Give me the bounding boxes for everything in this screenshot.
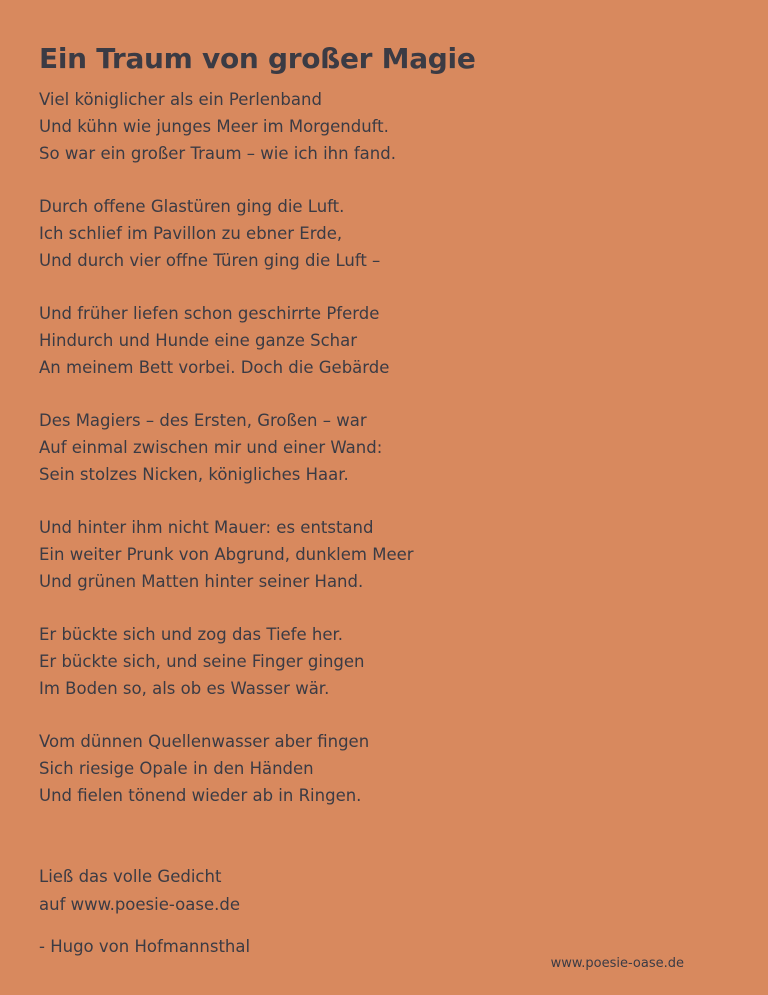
poem-title: Ein Traum von großer Magie (39, 42, 476, 75)
poem-line: An meinem Bett vorbei. Doch die Gebärde (39, 358, 390, 377)
poem-line: Durch offene Glastüren ging die Luft. (39, 197, 345, 216)
poem-author: - Hugo von Hofmannsthal (39, 937, 251, 956)
poem-line: Und grünen Matten hinter seiner Hand. (39, 572, 364, 591)
stanza (39, 514, 739, 595)
poem-line: Sein stolzes Nicken, königliches Haar. (39, 465, 349, 484)
stanza (39, 86, 739, 167)
poem-line: Auf einmal zwischen mir und einer Wand: (39, 438, 383, 457)
read-full-poem-note (39, 863, 240, 919)
poem-line: Im Boden so, als ob es Wasser wär. (39, 679, 330, 698)
cta-line-1: Ließ das volle Gedicht (39, 867, 222, 886)
poem-line: Und durch vier offne Türen ging die Luft – (39, 251, 381, 270)
poem-line: Er bückte sich, und seine Finger gingen (39, 652, 365, 671)
poem-line: Hindurch und Hunde eine ganze Schar (39, 331, 357, 350)
poem-line: Des Magiers – des Ersten, Großen – war (39, 411, 367, 430)
cta-line-2: auf www.poesie-oase.de (39, 895, 240, 914)
stanza (39, 193, 739, 274)
poem-line: Ich schlief im Pavillon zu ebner Erde, (39, 224, 343, 243)
poem-line: So war ein großer Traum – wie ich ihn fand. (39, 144, 396, 163)
poem-line: Sich riesige Opale in den Händen (39, 759, 314, 778)
footer-website: www.poesie-oase.de (550, 956, 684, 971)
poem-line: Und fielen tönend wieder ab in Ringen. (39, 786, 362, 805)
stanza (39, 621, 739, 702)
poem-line: Und früher liefen schon geschirrte Pferde (39, 304, 380, 323)
stanza (39, 300, 739, 381)
poem-line: Vom dünnen Quellenwasser aber fingen (39, 732, 370, 751)
poem-line: Er bückte sich und zog das Tiefe her. (39, 625, 344, 644)
poem-line: Und hinter ihm nicht Mauer: es entstand (39, 518, 374, 537)
poem-line: Ein weiter Prunk von Abgrund, dunklem Meer (39, 545, 414, 564)
poem-line: Und kühn wie junges Meer im Morgenduft. (39, 117, 389, 136)
poem-line: Viel königlicher als ein Perlenband (39, 90, 322, 109)
stanza (39, 407, 739, 488)
poem-content (39, 40, 739, 835)
stanza (39, 728, 739, 809)
